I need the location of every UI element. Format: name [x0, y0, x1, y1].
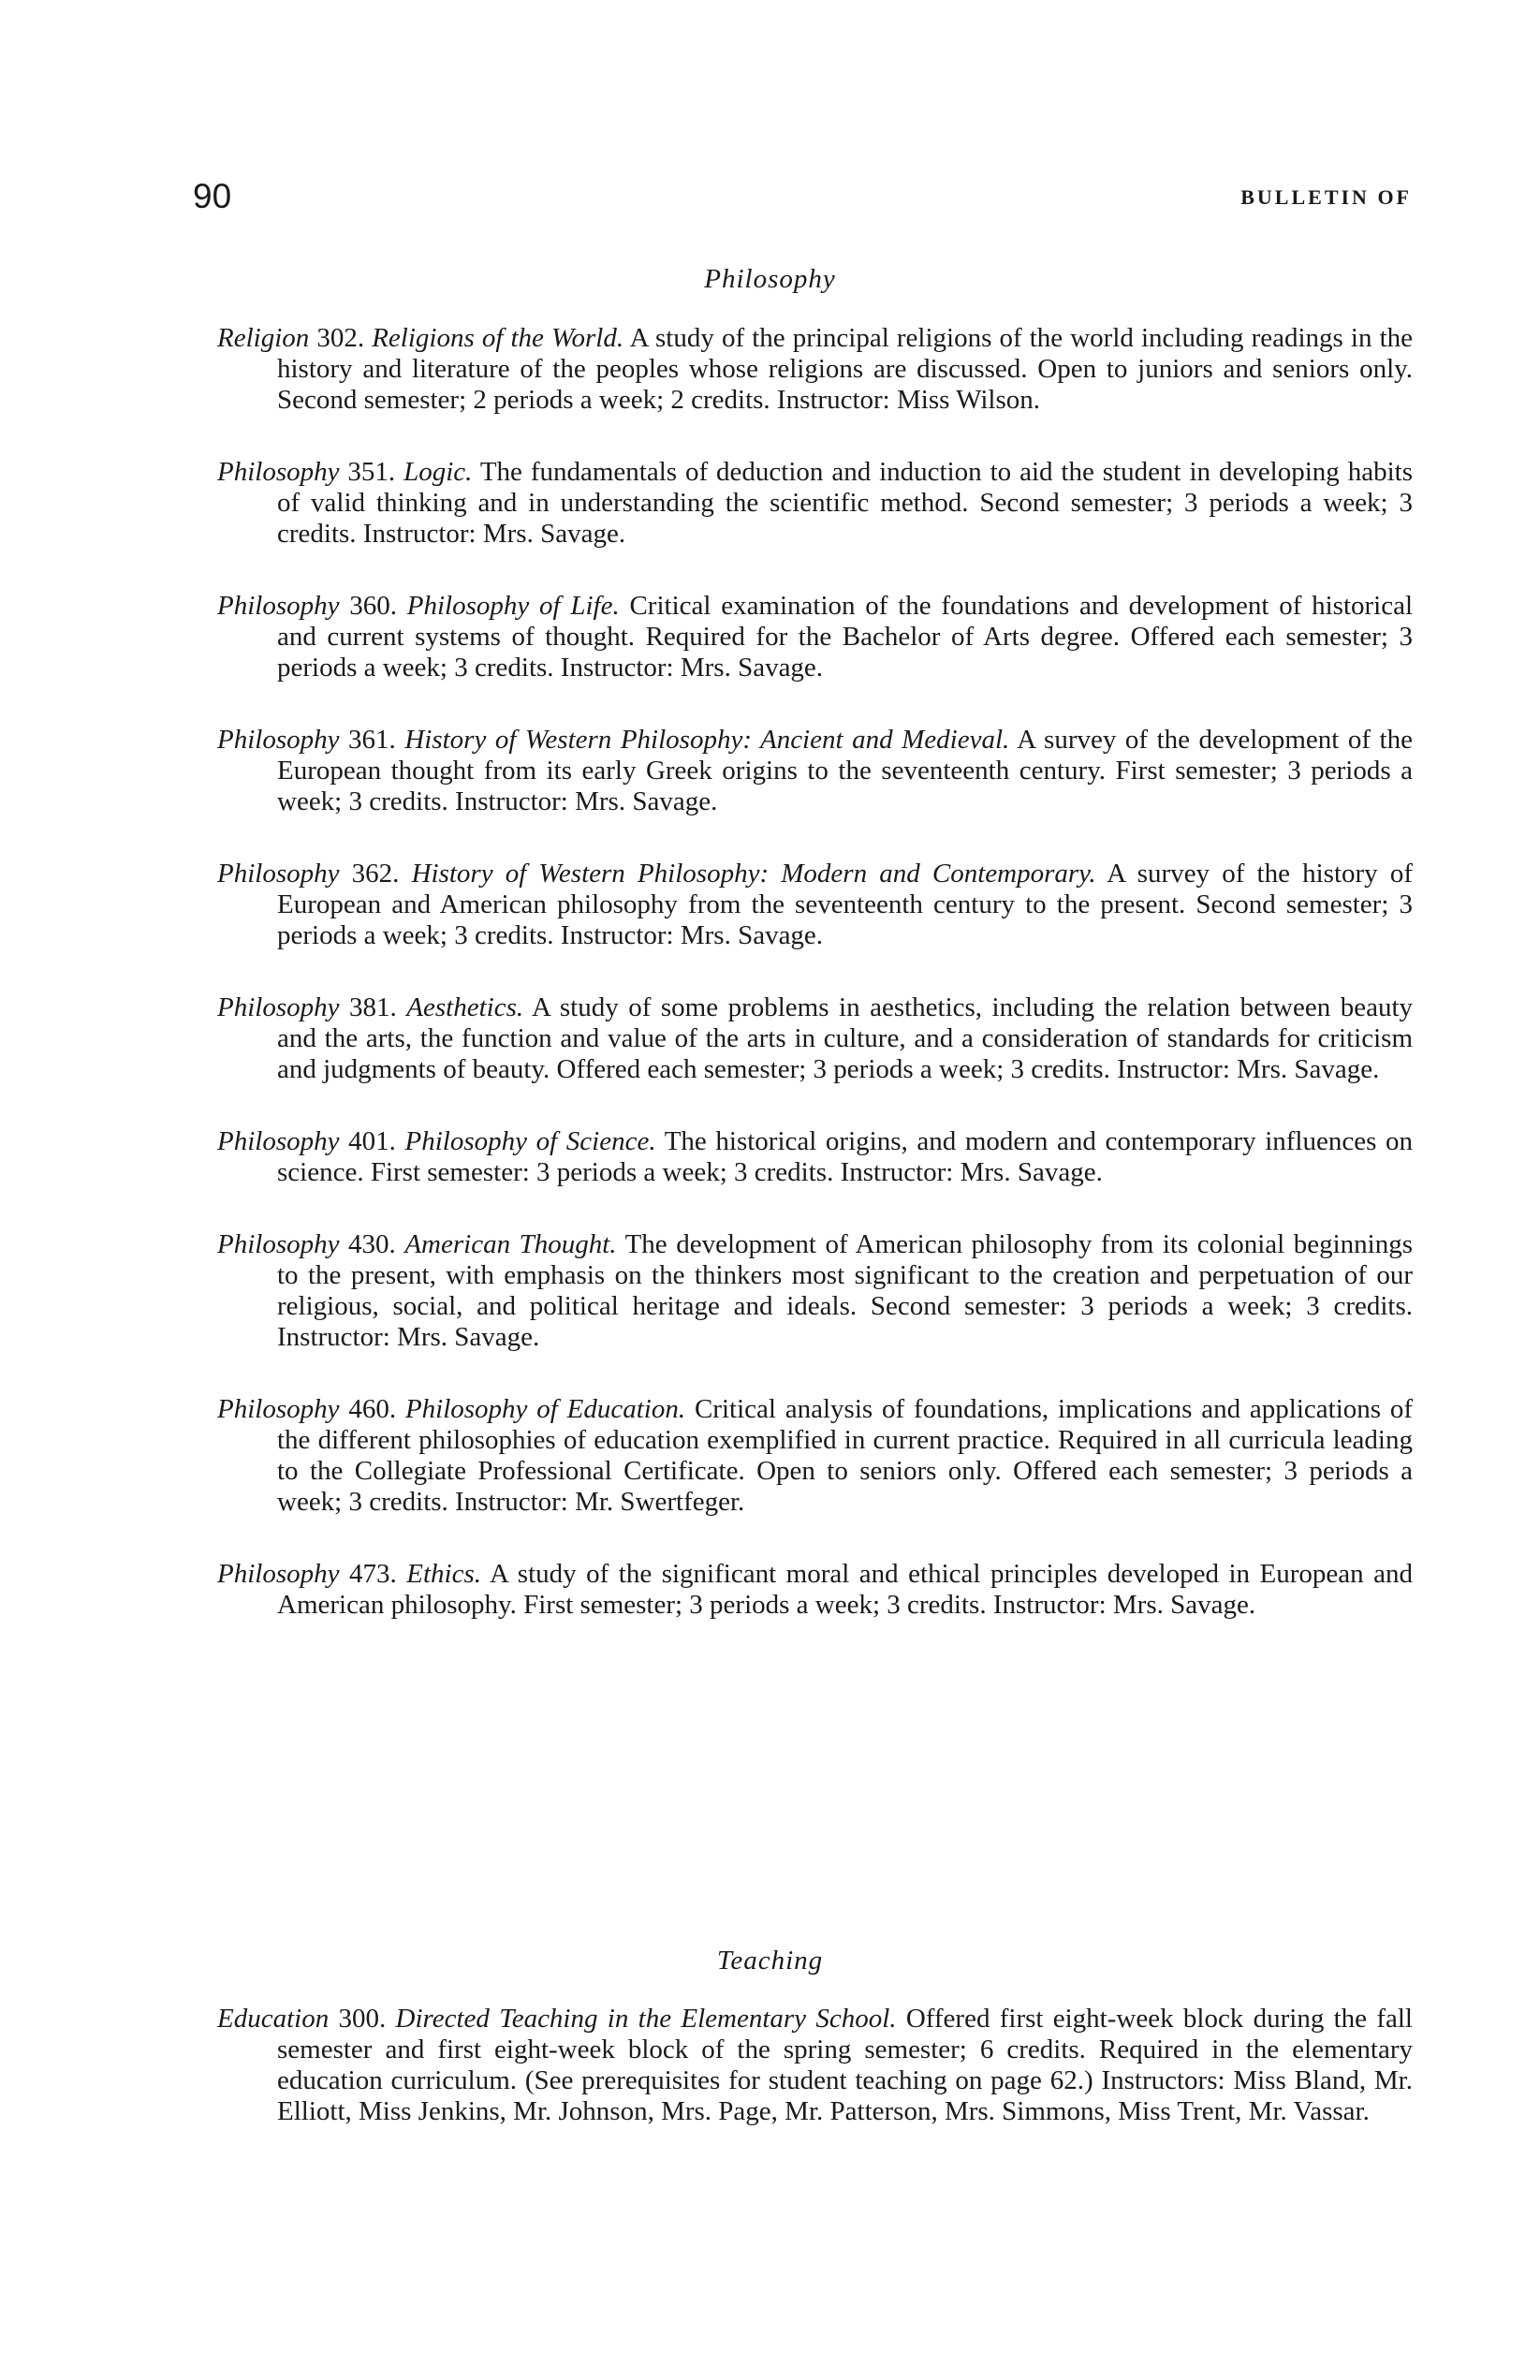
section-heading-philosophy: Philosophy [704, 264, 836, 294]
course-number: 430. [348, 1229, 396, 1259]
course-department: Philosophy [217, 1559, 340, 1589]
course-department: Religion [217, 323, 310, 353]
section-heading-teaching: Teaching [716, 1946, 824, 1976]
course-number: 361. [348, 725, 396, 755]
course-entry [217, 591, 1413, 683]
course-entry [217, 1559, 1413, 1621]
course-entry [217, 1394, 1413, 1518]
course-department: Philosophy [217, 457, 340, 487]
course-department: Education [217, 2004, 330, 2034]
course-list-teaching [217, 2004, 1413, 2168]
course-entry [217, 1229, 1413, 1353]
page-number: 90 [193, 177, 232, 215]
course-description: The fundamentals of deduction and induction to aid the student in developing habits of valid thinking and in understanding the scientific method. Second semester; 3 periods a week; 3 credits. Instructor: Mrs. Savage. [277, 457, 1413, 549]
course-title: American Thought. [404, 1229, 617, 1259]
course-department: Philosophy [217, 1229, 340, 1259]
course-department: Philosophy [217, 725, 340, 755]
course-department: Philosophy [217, 992, 340, 1022]
course-entry [217, 992, 1413, 1085]
course-entry [217, 323, 1413, 416]
course-department: Philosophy [217, 1394, 340, 1424]
course-number: 351. [347, 457, 396, 487]
course-title: Religions of the World. [372, 323, 624, 353]
course-description: Offered first eight-week block during the fall semester and first eight-week block of the spring semester; 6 credits. Required in the elementary education curriculum. (See prerequisites for student teaching on page 62.) Instructors: Miss Bland, Mr. Elliott, Miss Jenkins, Mr. Johnson, Mrs. Page, Mr. Patterson, Mrs. Simmons, Miss Trent, Mr. Vassar. [277, 2004, 1413, 2126]
course-description: The development of American philosophy from its colonial beginnings to the present, with emphasis on the thinkers most significant to the creation and perpetuation of our religious, social, and political heritage and ideals. Second semester: 3 periods a week; 3 credits. Instructor: Mrs. Savage. [277, 1229, 1413, 1352]
course-description: Critical analysis of foundations, implications and applications of the different philosophies of education exemplified in current practice. Required in all curricula leading to the Collegiate Professional Certificate. Open to seniors only. Offered each semester; 3 periods a week; 3 credits. Instructor: Mr. Swertfeger. [277, 1394, 1414, 1517]
course-title: Directed Teaching in the Elementary School. [395, 2004, 897, 2034]
course-title: Philosophy of Education. [404, 1394, 686, 1424]
course-description: A study of some problems in aesthetics, including the relation between beauty and the arts, the function and value of the arts in culture, and a consideration of standards for criticism and judgments of beauty. Offered each semester; 3 periods a week; 3 credits. Instructor: Mrs. Savage. [277, 992, 1414, 1084]
course-description: A study of the significant moral and ethical principles developed in European and American philosophy. First semester; 3 periods a week; 3 credits. Instructor: Mrs. Savage. [277, 1559, 1414, 1620]
course-title: Philosophy of Science. [404, 1126, 656, 1156]
course-description: A study of the principal religions of the world including readings in the history and literature of the peoples whose religions are discussed. Open to juniors and seniors only. Second semester; 2 periods a week; 2 credits. Instructor: Miss Wilson. [277, 323, 1414, 415]
course-entry [217, 725, 1413, 817]
course-department: Philosophy [217, 591, 340, 621]
course-title: History of Western Philosophy: Modern and Contemporary. [411, 859, 1096, 889]
course-number: 300. [338, 2004, 387, 2034]
course-title: Philosophy of Life. [406, 591, 620, 621]
course-entry [217, 859, 1413, 951]
course-description: A survey of the history of European and American philosophy from the seventeenth century to the present. Second semester; 3 periods a week; 3 credits. Instructor: Mrs. Savage. [277, 859, 1413, 950]
course-description: Critical examination of the foundations and development of historical and current systems of thought. Required for the Bachelor of Arts degree. Offered each semester; 3 periods a week; 3 credits. Instructor: Mrs. Savage. [277, 591, 1414, 683]
course-title: History of Western Philosophy: Ancient and Medieval. [404, 725, 1010, 755]
course-title: Aesthetics. [406, 992, 524, 1022]
course-department: Philosophy [217, 1126, 340, 1156]
course-entry [217, 1126, 1413, 1188]
course-number: 473. [349, 1559, 397, 1589]
course-number: 302. [316, 323, 365, 353]
running-head: BULLETIN OF [1240, 185, 1412, 209]
course-entry [217, 457, 1413, 550]
course-description: A survey of the development of the European thought from its early Greek origins to the seventeenth century. First semester; 3 periods a week; 3 credits. Instructor: Mrs. Savage. [277, 725, 1413, 816]
course-number: 460. [348, 1394, 397, 1424]
course-number: 401. [348, 1126, 396, 1156]
course-number: 362. [351, 859, 400, 889]
course-entry [217, 2004, 1413, 2127]
course-title: Ethics. [406, 1559, 482, 1589]
course-list-philosophy [217, 323, 1413, 1662]
course-department: Philosophy [217, 859, 340, 889]
course-number: 360. [349, 591, 398, 621]
course-title: Logic. [403, 457, 473, 487]
course-description: The historical origins, and modern and contemporary influences on science. First semester: 3 periods a week; 3 credits. Instructor: Mrs. Savage. [277, 1126, 1414, 1187]
course-number: 381. [349, 992, 397, 1022]
